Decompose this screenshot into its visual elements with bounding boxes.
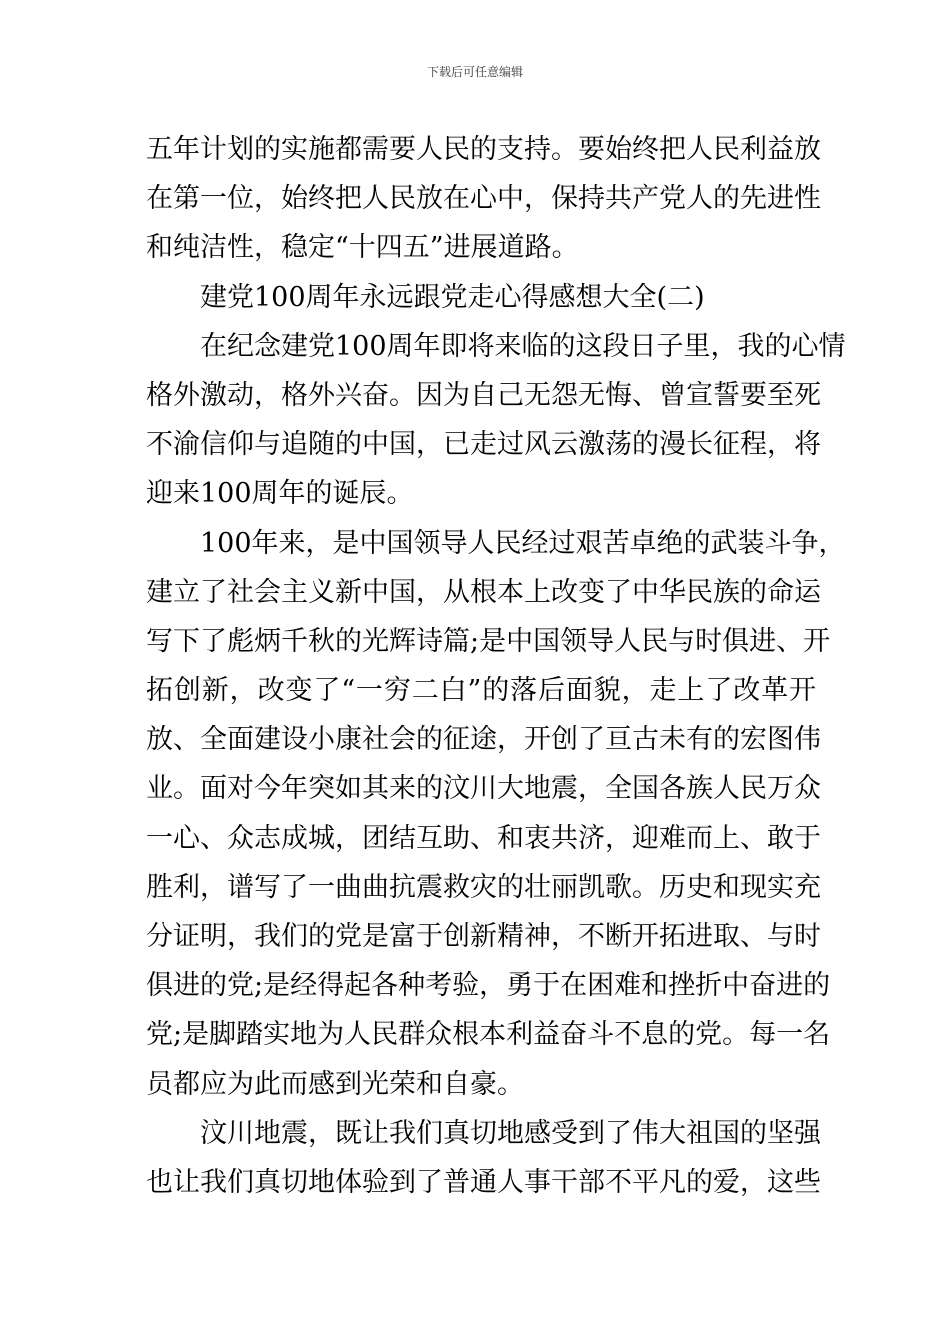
- text-line: 写下了彪炳千秋的光辉诗篇;是中国领导人民与时俱进、开: [146, 625, 831, 657]
- text-line: 分证明，我们的党是富于创新精神，不断开拓进取、与时: [146, 921, 821, 952]
- text-line: 胜利，谱写了一曲曲抗震救灾的壮丽凯歌。历史和现实充: [146, 871, 821, 903]
- text-line: 在纪念建党100周年即将来临的这段日子里，我的心情: [200, 330, 846, 362]
- text-line: 一心、众志成城，团结互助、和衷共济，迎难而上、敢于: [146, 822, 821, 854]
- text-line: 100年来，是中国领导人民经过艰苦卓绝的武装斗争，: [200, 527, 846, 559]
- text-line: 在第一位，始终把人民放在心中，保持共产党人的先进性: [146, 183, 821, 215]
- text-line: 格外激动，格外兴奋。因为自己无怨无悔、曾宣誓要至死: [146, 379, 821, 411]
- text-line: 党;是脚踏实地为人民群众根本利益奋斗不息的党。每一名: [146, 1019, 831, 1051]
- text-line: 也让我们真切地体验到了普通人事干部不平凡的爱，这些: [146, 1166, 821, 1198]
- text-line: 不渝信仰与追随的中国，已走过风云激荡的漫长征程，将: [146, 429, 821, 461]
- page-header: 下载后可任意编辑: [426, 65, 523, 79]
- text-line: 五年计划的实施都需要人民的支持。要始终把人民利益放: [146, 134, 821, 165]
- text-line: 拓创新，改变了“一穷二白”的落后面貌，走上了改革开: [146, 675, 816, 707]
- text-line: 汶川地震，既让我们真切地感受到了伟大祖国的坚强: [200, 1117, 821, 1149]
- text-line: 建立了社会主义新中国，从根本上改变了中华民族的命运: [146, 576, 821, 608]
- text-line: 俱进的党;是经得起各种考验，勇于在困难和挫折中奋进的: [146, 970, 831, 1002]
- section-heading: 建党100周年永远跟党走心得感想大全(二): [200, 281, 705, 313]
- text-line: 迎来100周年的诞辰。: [146, 478, 414, 510]
- text-line: 员都应为此而感到光荣和自豪。: [146, 1068, 524, 1100]
- text-line: 放、全面建设小康社会的征途，开创了亘古未有的宏图伟: [146, 724, 821, 756]
- text-line: 和纯洁性，稳定“十四五”进展道路。: [146, 232, 579, 264]
- document-body: [146, 125, 846, 1207]
- text-line: 业。面对今年突如其来的汶川大地震，全国各族人民万众: [146, 773, 821, 805]
